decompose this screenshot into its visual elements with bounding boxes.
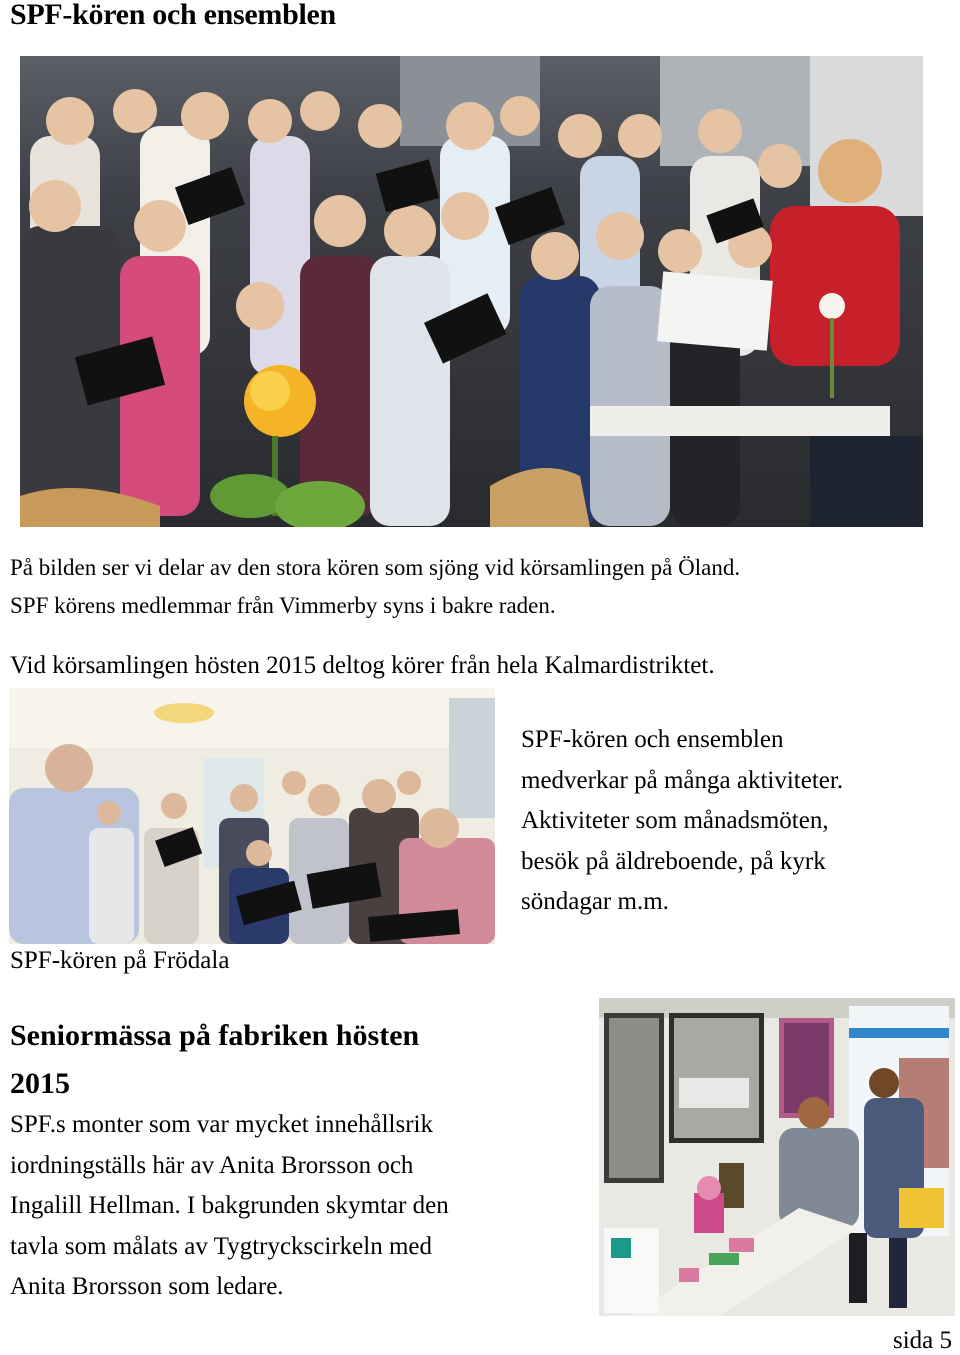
paragraph-line: SPF.s monter som var mycket innehållsrik bbox=[10, 1111, 433, 1138]
photo1-caption-line2: SPF körens medlemmar från Vimmerby syns i bakre raden. bbox=[10, 593, 556, 618]
activities-line: SPF-kören och ensemblen bbox=[521, 726, 784, 753]
photo1-caption-line1: På bilden ser vi delar av den stora kören som sjöng vid körsamlingen på Öland. bbox=[10, 555, 741, 580]
choir-photo bbox=[20, 56, 923, 527]
paragraph-line: Ingalill Hellman. I bakgrunden skymtar den bbox=[10, 1192, 449, 1219]
section-paragraph bbox=[10, 1105, 449, 1308]
photo2-caption: SPF-kören på Frödala bbox=[10, 947, 230, 974]
choir-activities-text bbox=[521, 720, 951, 923]
activities-line: söndagar m.m. bbox=[521, 888, 669, 915]
seniormassa-booth-photo bbox=[599, 998, 955, 1316]
page-number: sida 5 bbox=[892, 1327, 952, 1354]
section-heading-line1: Seniormässa på fabriken hösten bbox=[10, 1019, 420, 1052]
photo1-note: Vid körsamlingen hösten 2015 deltog körer från hela Kalmardistriktet. bbox=[10, 652, 715, 679]
activities-line: medverkar på många aktiviteter. bbox=[521, 766, 844, 794]
activities-line: besök på äldreboende, på kyrk bbox=[521, 847, 826, 875]
activities-line: Aktiviteter som månadsmöten, bbox=[521, 807, 829, 834]
frodala-choir-photo bbox=[9, 688, 495, 944]
paragraph-line: tavla som målats av Tygtryckscirkeln med bbox=[10, 1232, 432, 1260]
section-heading-line2: 2015 bbox=[10, 1067, 70, 1100]
paragraph-line: iordningställs här av Anita Brorsson och bbox=[10, 1151, 414, 1179]
paragraph-line: Anita Brorsson som ledare. bbox=[10, 1273, 284, 1300]
page-title: SPF-kören och ensemblen bbox=[10, 0, 336, 31]
section-heading bbox=[10, 1012, 419, 1108]
